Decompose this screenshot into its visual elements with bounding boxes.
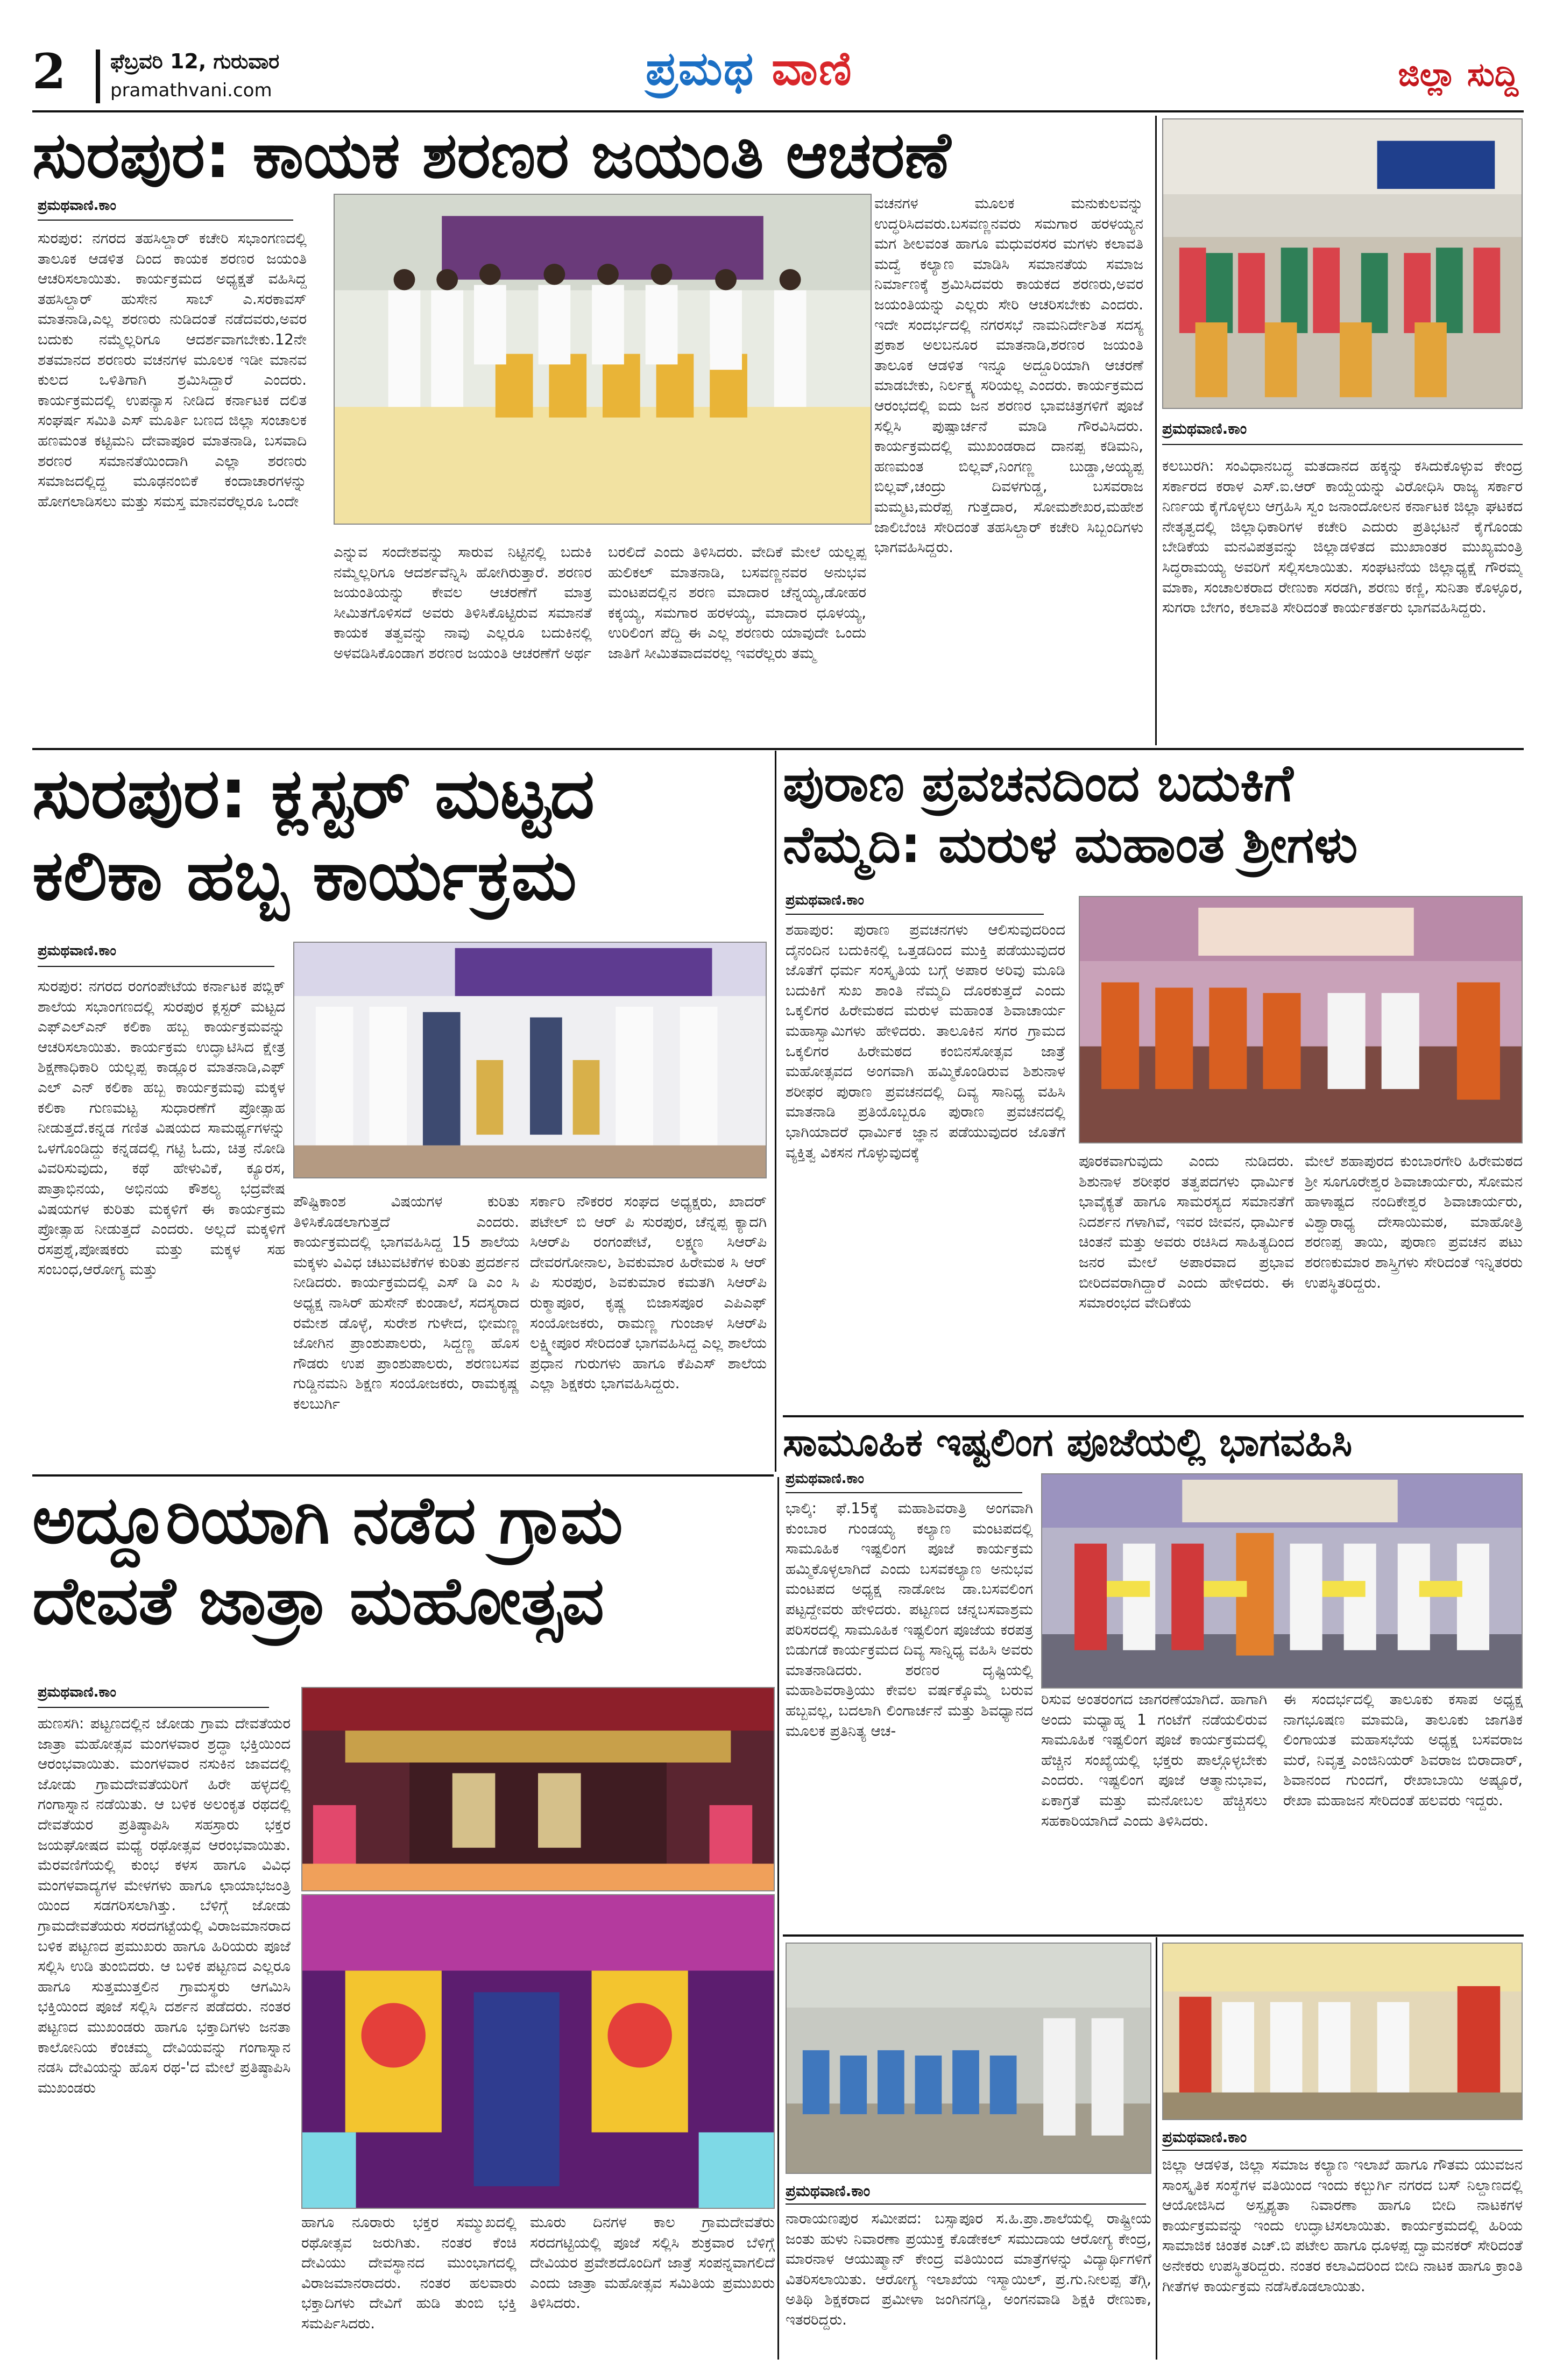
article-3-col-2: ಪೌಷ್ಟಿಕಾಂಶ ವಿಷಯಗಳ ಕುರಿತು ತಿಳಿಸಿಕೊಡಲಾಗುತ್ತದೆ ಎಂದರು. ಕಾರ್ಯಕ್ರಮದಲ್ಲಿ ಭಾಗವಹಿಸಿದ್ದ 15 ಶಾಲೆಯ ಮಕ್ಕಳು ವಿವಿಧ ಚಟುವಟಿಕೆಗಳ ಕುರಿತು ಪ್ರದರ್ಶನ ನೀಡಿದರು. ಕಾರ್ಯಕ್ರಮದಲ್ಲಿ ಎಸ್ ಡಿ ಎಂ ಸಿ ಅಧ್ಯಕ್ಷ ನಾಸಿರ್ ಹುಸೇನ್ ಕುಂಡಾಲೆ, ಸದಸ್ಯರಾದ ರಮೇಶ ಡೊಳ್ಳೆ, ಸುರೇಶ ಗುಳೇದ, ಭೀಮಣ್ಣ ಜೋಗಿನ ಪ್ರಾಂಶುಪಾಲರು, ಸಿದ್ದಣ್ಣ ಹೊಸ ಗೌಡರು ಉಪ ಪ್ರಾಂಶುಪಾಲರು, ಶರಣಬಸವ ಗುಡ್ಡಿನಮನಿ ಶಿಕ್ಷಣ ಸಂಯೋಜಕರು, ರಾಮಕೃಷ್ಣ ಕಲಬುರ್ಗಿ bbox=[293, 1193, 519, 1413]
article-5-col-1: ಭಾಲ್ಕಿ: ಫೆ.15ಕ್ಕೆ ಮಹಾಶಿವರಾತ್ರಿ ಅಂಗವಾಗಿ ಕುಂಬಾರ ಗುಂಡಯ್ಯ ಕಲ್ಯಾಣ ಮಂಟಪದಲ್ಲಿ ಸಾಮೂಹಿಕ ಇಷ್ಟಲಿಂಗ ಪೂಜೆ ಕಾರ್ಯಕ್ರಮ ಹಮ್ಮಿಕೊಳ್ಳಲಾಗಿದೆ ಎಂದು ಬಸವಕಲ್ಯಾಣ ಅನುಭವ ಮಂಟಪದ ಅಧ್ಯಕ್ಷ ನಾಡೋಜ ಡಾ.ಬಸವಲಿಂಗ ಪಟ್ಟದ್ದೇವರು ಹೇಳಿದರು. ಪಟ್ಟಣದ ಚನ್ನಬಸವಾಶ್ರಮ ಪರಿಸರದಲ್ಲಿ ಸಾಮೂಹಿಕ ಇಷ್ಟಲಿಂಗ ಪೂಜೆಯ ಕರಪತ್ರ ಬಿಡುಗಡೆ ಕಾರ್ಯಕ್ರಮದ ದಿವ್ಯ ಸಾನ್ನಿಧ್ಯ ವಹಿಸಿ ಅವರು ಮಾತನಾಡಿದರು. ಶರಣರ ದೃಷ್ಟಿಯಲ್ಲಿ ಮಹಾಶಿವರಾತ್ರಿಯು ಕೇವಲ ವರ್ಷಕ್ಕೊಮ್ಮೆ ಬರುವ ಹಬ್ಬವಲ್ಲ, ಬದಲಾಗಿ ಲಿಂಗಾರ್ಚನೆ ಮತ್ತು ಶಿವಧ್ಯಾನದ ಮೂಲಕ ಪ್ರತಿನಿತ್ಯ ಆಚ- bbox=[786, 1500, 1033, 1740]
masthead-rule bbox=[32, 110, 1524, 112]
article-6-col-1: ಹುಣಸಗಿ: ಪಟ್ಟಣದಲ್ಲಿನ ಜೋಡು ಗ್ರಾಮ ದೇವತೆಯರ ಜಾತ್ರಾ ಮಹೋತ್ಸವ ಮಂಗಳವಾರ ಶ್ರದ್ಧಾ ಭಕ್ತಿಯಿಂದ ಆರಂಭವಾಯಿತು. ಮಂಗಳವಾರ ನಸುಕಿನ ಜಾವದಲ್ಲಿ ಜೋಡು ಗ್ರಾಮದೇವತೆಯರಿಗೆ ಹಿರೇ ಹಳ್ಳದಲ್ಲಿ ಗಂಗಾಸ್ನಾನ ನಡೆಯಿತು. ಆ ಬಳಿಕ ಅಲಂಕೃತ ರಥದಲ್ಲಿ ದೇವತೆಯರ ಪ್ರತಿಷ್ಠಾಪಿಸಿ ಸಹಸ್ರಾರು ಭಕ್ತರ ಜಯಘೋಷದ ಮಧ್ಯೆ ರಥೋತ್ಸವ ಆರಂಭವಾಯಿತು. ಮೆರವಣಿಗೆಯಲ್ಲಿ ಕುಂಭ ಕಳಸ ಹಾಗೂ ವಿವಿಧ ಮಂಗಳವಾದ್ಯಗಳ ಮೇಳಗಳು ಹಾಗೂ ಛಾಯಾಭಜಂತ್ರಿ ಯಿಂದ ಸಡಗರಿಸಲಾಗಿತ್ತು. ಬೆಳಿಗ್ಗೆ ಜೋಡು ಗ್ರಾಮದೇವತೆಯರು ಸರದಗಟ್ಟೆಯಲ್ಲಿ ವಿರಾಜಮಾನರಾದ ಬಳಿಕ ಪಟ್ಟಣದ ಪ್ರಮುಖರು ಹಾಗೂ ಹಿರಿಯರು ಪೂಜೆ ಸಲ್ಲಿಸಿ ಉಡಿ ತುಂಬಿದರು. ಆ ಬಳಿಕ ಪಟ್ಟಣದ ಎಲ್ಲರೂ ಹಾಗೂ ಸುತ್ತಮುತ್ತಲಿನ ಗ್ರಾಮಸ್ಥರು ಆಗಮಿಸಿ ಭಕ್ತಿಯಿಂದ ಪೂಜೆ ಸಲ್ಲಿಸಿ ದರ್ಶನ ಪಡೆದರು. ನಂತರ ಪಟ್ಟಣದ ಮುಖಂಡರು ಹಾಗೂ ಭಕ್ತಾದಿಗಳು ಜನತಾ ಕಾಲೋನಿಯ ಕೆಂಚಮ್ಮ ದೇವಿಯವನ್ನು ಗಂಗಾಸ್ನಾನ ನಡಸಿ ದೇವಿಯನ್ನು ಹೊಸ ರಥ-'ದ ಮೇಲೆ ಪ್ರತಿಷ್ಠಾಪಿಸಿ ಮುಖಂಡರು bbox=[38, 1715, 291, 2096]
article-1-headline: ಸುರಪುರ: ಕಾಯಕ ಶರಣರ ಜಯಂತಿ ಆಚರಣೆ bbox=[32, 118, 951, 192]
article-3-photo bbox=[293, 942, 767, 1178]
issue-date: ಫೆಬ್ರವರಿ 12, ಗುರುವಾರ bbox=[110, 50, 280, 73]
article-2-photo bbox=[1162, 118, 1523, 409]
byline-rule bbox=[786, 914, 1044, 915]
article-1-col-2: ಎನ್ನುವ ಸಂದೇಶವನ್ನು ಸಾರುವ ನಿಟ್ಟಿನಲ್ಲಿ ಬದುಕಿ ನಮ್ಮೆಲ್ಲರಿಗೂ ಆದರ್ಶವೆನ್ನಿಸಿ ಹೋಗಿರುತ್ತಾರೆ. ಶರಣರ ಜಯಂತಿಯನ್ನು ಕೇವಲ ಆಚರಣೆಗೆ ಮಾತ್ರ ಸೀಮಿತಗೊಳಿಸದೆ ಅವರು ತಿಳಿಸಿಕೊಟ್ಟಿರುವ ಸಮಾನತೆ ಕಾಯಕ ತತ್ವವನ್ನು ನಾವು ಎಲ್ಲರೂ ಬದುಕಿನಲ್ಲಿ ಅಳವಡಿಸಿಕೊಂಡಾಗ ಶರಣರ ಜಯಂತಿ ಆಚರಣೆಗೆ ಅರ್ಥ bbox=[334, 543, 592, 662]
section-rule bbox=[32, 748, 1524, 750]
byline-rule bbox=[38, 1707, 269, 1708]
article-6-col-3: ಮೂರು ದಿನಗಳ ಕಾಲ ಗ್ರಾಮದೇವತೆರು ಸರದಗಟ್ಟಿಯಲ್ಲಿ ಪೂಜೆ ಸಲ್ಲಿಸಿ ಶುಕ್ರವಾರ ಬೆಳಿಗ್ಗೆ ದೇವಿಯರ ಪ್ರವೇಶದೊಂದಿಗೆ ಜಾತ್ರೆ ಸಂಪನ್ನವಾಗಲಿದೆ ಎಂದು ಜಾತ್ರಾ ಮಹೋತ್ಸವ ಸಮಿತಿಯ ಪ್ರಮುಖರು ತಿಳಿಸಿದರು. bbox=[530, 2214, 775, 2312]
logo-part-2: ವಾಣಿ bbox=[772, 42, 853, 96]
page-number: 2 bbox=[32, 43, 66, 100]
article-6-photo-top bbox=[301, 1687, 775, 1891]
article-7-caption: ಪ್ರಮಥವಾಣಿ.ಕಾಂ bbox=[786, 2182, 871, 2200]
article-4-photo bbox=[1079, 896, 1523, 1143]
article-1-col-3: ಬರಲಿದೆ ಎಂದು ತಿಳಿಸಿದರು. ವೇದಿಕೆ ಮೇಲೆ ಯಲ್ಲಪ್ಪ ಹುಲಿಕಲ್ ಮಾತನಾಡಿ, ಬಸವಣ್ಣನವರ ಅನುಭವ ಮಂಟಪದಲ್ಲಿನ ಶರಣ ಮಾದಾರ ಚೆನ್ನಯ್ಯ,ಡೋಹರ ಕಕ್ಕಯ್ಯ, ಸಮಗಾರ ಹರಳಯ್ಯ, ಮಾದಾರ ಧೂಳಯ್ಯ, ಉರಿಲಿಂಗ ಪೆದ್ದಿ ಈ ಎಲ್ಲ ಶರಣರು ಯಾವುದೇ ಒಂದು ಜಾತಿಗೆ ಸೀಮಿತವಾದವರಲ್ಲ ಇವರೆಲ್ಲರು ತಮ್ಮ bbox=[608, 543, 866, 662]
article-1-photo bbox=[334, 194, 872, 525]
article-5-col-3: ಈ ಸಂದರ್ಭದಲ್ಲಿ ತಾಲೂಕು ಕಸಾಪ ಅಧ್ಯಕ್ಷ ನಾಗಭೂಷಣ ಮಾಮಡಿ, ತಾಲೂಕು ಜಾಗತಿಕ ಲಿಂಗಾಯತ ಮಹಾಸಭೆಯ ಅಧ್ಯಕ್ಷ ಬಸವರಾಜ ಮರೆ, ನಿವೃತ್ತ ಎಂಜಿನಿಯರ್ ಶಿವರಾಜ ಬಿರಾದಾರ್, ಶಿವಾನಂದ ಗುಂದಗೆ, ರೇಖಾಬಾಯಿ ಅಷ್ಟೂರೆ, ರೇಖಾ ಮಹಾಜನ ಸೇರಿದಂತೆ ಹಲವರು ಇದ್ದರು. bbox=[1283, 1691, 1523, 1809]
article-5-col-2: ರಿಸುವ ಅಂತರಂಗದ ಜಾಗರಣೆಯಾಗಿದೆ. ಹಾಗಾಗಿ ಅಂದು ಮಧ್ಯಾಹ್ನ 1 ಗಂಟೆಗೆ ನಡೆಯಲಿರುವ ಸಾಮೂಹಿಕ ಇಷ್ಟಲಿಂಗ ಪೂಜೆ ಕಾರ್ಯಕ್ರಮದಲ್ಲಿ ಹೆಚ್ಚಿನ ಸಂಖ್ಯೆಯಲ್ಲಿ ಭಕ್ತರು ಪಾಲ್ಗೊಳ್ಳಬೇಕು ಎಂದರು. ಇಷ್ಟಲಿಂಗ ಪೂಜೆ ಆತ್ಮಾನುಭಾವ, ಏಕಾಗ್ರತೆ ಮತ್ತು ಮನೋಬಲ ಹೆಚ್ಚಿಸಲು ಸಹಕಾರಿಯಾಗಿದೆ ಎಂದು ತಿಳಿಸಿದರು. bbox=[1041, 1691, 1267, 1830]
column-divider bbox=[777, 1477, 779, 2360]
article-8-caption: ಪ್ರಮಥವಾಣಿ.ಕಾಂ bbox=[1162, 2128, 1247, 2146]
article-6-headline-2: ದೇವತೆ ಜಾತ್ರಾ ಮಹೋತ್ಸವ bbox=[32, 1563, 604, 1639]
byline-rule bbox=[786, 1492, 1022, 1493]
article-4-col-2: ಪೂರಕವಾಗುವುದು ಎಂದು ನುಡಿದರು. ಶಿಶುನಾಳ ಶರೀಫರ ತತ್ವಪದಗಳು ಧಾರ್ಮಿಕ ಭಾವೈಕ್ಯತೆ ಹಾಗೂ ಸಾಮರಸ್ಯದ ಸಮಾನತೆಗೆ ನಿದರ್ಶನ ಗಳಾಗಿವೆ, ಇವರ ಜೀವನ, ಧಾರ್ಮಿಕ ಚಿಂತನೆ ಮತ್ತು ಅವರು ರಚಿಸಿದ ಸಾಹಿತ್ಯದಿಂದ ಜನರ ಮೇಲೆ ಅಪಾರವಾದ ಪ್ರಭಾವ ಬೀರಿದವರಾಗಿದ್ದಾರೆ ಎಂದು ಹೇಳಿದರು. ಈ ಸಮಾರಂಭದ ವೇದಿಕೆಯ bbox=[1079, 1153, 1294, 1312]
logo-part-1: ಪ್ರಮಥ bbox=[646, 42, 755, 96]
article-7-body: ನಾರಾಯಣಪುರ ಸಮೀಪದ: ಬಸ್ಸಾಪೂರ ಸ.ಹಿ.ಪ್ರಾ.ಶಾಲೆಯಲ್ಲಿ ರಾಷ್ಟ್ರೀಯ ಜಂತು ಹುಳು ನಿವಾರಣಾ ಪ್ರಯುಕ್ತ ಕೊಡೇಕಲ್ ಸಮುದಾಯ ಆರೋಗ್ಯ ಕೇಂದ್ರ, ಮಾರನಾಳ ಆಯುಷ್ಮಾನ್ ಕೇಂದ್ರ ವತಿಯಿಂದ ಮಾತ್ರೆಗಳನ್ನು ವಿದ್ಯಾರ್ಥಿಗಳಿಗೆ ವಿತರಿಸಲಾಯಿತು. ಆರೋಗ್ಯ ಇಲಾಖೆಯ ಇಸ್ಮಾಯಿಲ್, ಪ್ರ.ಗು.ನೀಲಪ್ಪ ತೆಗ್ಗಿ, ಅತಿಥಿ ಶಿಕ್ಷಕರಾದ ಪ್ರಮೀಳಾ ಜಂಗಿನಗಡ್ಡಿ, ಅಂಗನವಾಡಿ ಶಿಕ್ಷಕಿ ರೇಣುಕಾ, ಇತರರಿದ್ದರು. bbox=[786, 2210, 1151, 2328]
section-title: ಜಿಲ್ಲಾ ಸುದ್ದಿ bbox=[1398, 56, 1518, 94]
article-4-headline-2: ನೆಮ್ಮದಿ: ಮರುಳ ಮಹಾಂತ ಶ್ರೀಗಳು bbox=[783, 816, 1358, 874]
article-3-col-3: ಸರ್ಕಾರಿ ನೌಕರರ ಸಂಘದ ಅಧ್ಯಕ್ಷರು, ಖಾದರ್ ಪಟೇಲ್ ಬಿ ಆರ್ ಪಿ ಸುರಪುರ, ಚೆನ್ನಪ್ಪ ಕ್ಯಾದಗಿ ಸಿಆರ್‌ಪಿ ರಂಗಂಪೇಟೆ, ಲಕ್ಷ್ಮಣ ಸಿಆರ್‌ಪಿ ದೇವರಗೋನಾಲ, ಶಿವಕುಮಾರ ಹಿರೇಮಠ ಸಿ ಆರ್ ಪಿ ಸುರಪುರ, ಶಿವಕುಮಾರ ಕಮತಗಿ ಸಿಆರ್‌ಪಿ ರುಕ್ಮಾಪೂರ, ಕೃಷ್ಣ ಬಿಜಾಸಪೂರ ಎಪಿಎಫ್ ಸಂಯೋಜಕರು, ರಾಮಣ್ಣ ಗುಂಜಾಳ ಸಿಆರ್‌ಪಿ ಲಕ್ಷ್ಮೀಪೂರ ಸೇರಿದಂತೆ ಭಾಗವಹಿಸಿದ್ದ ಎಲ್ಲ ಶಾಲೆಯ ಪ್ರಧಾನ ಗುರುಗಳು ಹಾಗೂ ಕೆಪಿಎಸ್ ಶಾಲೆಯ ಎಲ್ಲಾ ಶಿಕ್ಷಕರು ಭಾಗವಹಿಸಿದ್ದರು. bbox=[530, 1193, 767, 1393]
article-6-photo-bottom bbox=[301, 1894, 775, 2209]
column-divider bbox=[1155, 116, 1157, 745]
article-6-col-2: ಹಾಗೂ ನೂರಾರು ಭಕ್ತರ ಸಮ್ಮುಖದಲ್ಲಿ ರಥೋತ್ಸವ ಜರುಗಿತು. ನಂತರ ಕೆಂಚಿ ದೇವಿಯು ದೇವಸ್ಥಾನದ ಮುಂಭಾಗದಲ್ಲಿ ವಿರಾಜಮಾನರಾದರು. ನಂತರ ಹಲವಾರು ಭಕ್ತಾದಿಗಳು ದೇವಿಗೆ ಹುಡಿ ತುಂಬಿ ಭಕ್ತಿ ಸಮರ್ಪಿಸಿದರು. bbox=[301, 2214, 517, 2332]
article-2-caption: ಪ್ರಮಥವಾಣಿ.ಕಾಂ bbox=[1162, 420, 1247, 437]
section-rule bbox=[783, 1934, 1524, 1937]
caption-rule bbox=[786, 2204, 1146, 2205]
caption-rule bbox=[1162, 444, 1523, 445]
article-3-headline-1: ಸುರಪುರ: ಕ್ಲಸ್ಟರ್ ಮಟ್ಟದ bbox=[32, 754, 595, 834]
column-divider bbox=[1156, 1937, 1157, 2360]
article-4-col-3: ಮೇಲೆ ಶಹಾಪುರದ ಕುಂಬಾರಗೇರಿ ಹಿರೇಮಠದ ಶ್ರೀ ಸೂಗೂರೇಶ್ವರ ಶಿವಾಚಾರ್ಯರು, ಸೋಮನ ಹಾಳಾಷ್ಟದ ನಂದಿಕೇಶ್ವರ ಶಿವಾಚಾರ್ಯರು, ವಿಶ್ವಾರಾಧ್ಯ ದೇಸಾಯಿಮಠ, ಮಾಹೋತ್ರಿ ಶರಣಪ್ಪ ತಾಯಿ, ಪುರಾಣ ಪ್ರವಚನ ಪಟು ಶರಣಕುಮಾರ ಶಾಸ್ತ್ರಿಗಳು ಸೇರಿದಂತೆ ಇನ್ನಿತರರು ಉಪಸ್ಥಿತರಿದ್ದರು. bbox=[1305, 1153, 1523, 1291]
article-7-photo bbox=[786, 1943, 1151, 2174]
article-3-col-1: ಸುರಪುರ: ನಗರದ ರಂಗಂಪೇಟೆಯ ಕರ್ನಾಟಕ ಪಬ್ಲಿಕ್ ಶಾಲೆಯ ಸಭಾಂಗಣದಲ್ಲಿ ಸುರಪುರ ಕ್ಲಸ್ಟರ್ ಮಟ್ಟದ ಎಫ್‌ಎಲ್‌ಎನ್ ಕಲಿಕಾ ಹಬ್ಬ ಕಾರ್ಯಕ್ರಮವನ್ನು ಆಚರಿಸಲಾಯಿತು. ಕಾರ್ಯಕ್ರಮ ಉದ್ಘಾಟಿಸಿದ ಕ್ಷೇತ್ರ ಶಿಕ್ಷಣಾಧಿಕಾರಿ ಯಲ್ಲಪ್ಪ ಕಾಡ್ಲೂರ ಮಾತನಾಡಿ,ಎಫ್ ಎಲ್ ಎನ್ ಕಲಿಕಾ ಹಬ್ಬ ಕಾರ್ಯಕ್ರಮವು ಮಕ್ಕಳ ಕಲಿಕಾ ಗುಣಮಟ್ಟ ಸುಧಾರಣೆಗೆ ಪ್ರೋತ್ಸಾಹ ನೀಡುತ್ತದೆ.ಕನ್ನಡ ಗಣಿತ ವಿಷಯದ ಸಾಮರ್ಥ್ಯಗಳನ್ನು ಒಳಗೊಂಡಿದ್ದು ಕನ್ನಡದಲ್ಲಿ ಗಟ್ಟಿ ಓದು, ಚಿತ್ರ ನೋಡಿ ವಿವರಿಸುವುದು, ಕಥೆ ಹೇಳುವಿಕೆ, ಕ್ಯೂರಸ, ಪಾತ್ರಾಭಿನಯ, ಅಭಿನಯ ಕೌಶಲ್ಯ ಭದ್ರವೇಷ ವಿಷಯಗಳ ಕುರಿತು ಮಕ್ಕಳಿಗೆ ಈ ಕಾರ್ಯಕ್ರಮ ಪ್ರೋತ್ಸಾಹ ನೀಡುತ್ತದೆ ಎಂದರು. ಅಲ್ಲದೆ ಮಕ್ಕಳಿಗೆ ರಸಪ್ರಶ್ನೆ,ಪೋಷಕರು ಮತ್ತು ಮಕ್ಕಳ ಸಹ ಸಂಬಂಧ,ಆರೋಗ್ಯ ಮತ್ತು bbox=[38, 978, 285, 1279]
byline-rule bbox=[38, 966, 274, 967]
article-5-byline: ಪ್ರಮಥವಾಣಿ.ಕಾಂ bbox=[786, 1471, 864, 1487]
article-1-col-1: ಸುರಪುರ: ನಗರದ ತಹಸಿಲ್ದಾರ್ ಕಚೇರಿ ಸಭಾಂಗಣದಲ್ಲಿ ತಾಲೂಕ ಆಡಳಿತ ದಿಂದ ಕಾಯಕ ಶರಣರ ಜಯಂತಿ ಆಚರಿಸಲಾಯಿತು. ಕಾರ್ಯಕ್ರಮದ ಅಧ್ಯಕ್ಷತೆ ವಹಿಸಿದ್ದ ತಹಸಿಲ್ದಾರ್ ಹುಸೇನ ಸಾಬ್ ಎ.ಸರಕಾವಸ್ ಮಾತನಾಡಿ,ಎಲ್ಲ ಶರಣರು ನುಡಿದಂತೆ ನಡೆದವರು,ಅವರ ಬದುಕು ನಮ್ಮೆಲ್ಲರಿಗೂ ಆದರ್ಶವಾಗಬೇಕು.12ನೇ ಶತಮಾನದ ಶರಣರು ವಚನಗಳ ಮೂಲಕ ಇಡೀ ಮಾನವ ಕುಲದ ಒಳಿತಿಗಾಗಿ ಶ್ರಮಿಸಿದ್ದಾರೆ ಎಂದರು. ಕಾರ್ಯಕ್ರಮದಲ್ಲಿ ಉಪನ್ಯಾಸ ನೀಡಿದ ಕರ್ನಾಟಕ ದಲಿತ ಸಂಘರ್ಷ ಸಮಿತಿ ಎಸ್ ಮೂರ್ತಿ ಬಣದ ಜಿಲ್ಲಾ ಸಂಚಾಲಕ ಹಣಮಂತ ಕಟ್ಟಿಮನಿ ದೇವಾಪೂರ ಮಾತನಾಡಿ, ಬಸವಾದಿ ಶರಣರ ಸಮಾನತೆಯಿಂದಾಗಿ ಎಲ್ಲಾ ಶರಣರು ಸಮಾಜದಲ್ಲಿದ್ದ ಮೂಢನಂಬಿಕೆ ಕಂದಾಚಾರಗಳನ್ನು ಹೋಗಲಾಡಿಸಲು ಮತ್ತು ಸಮಸ್ತ ಮಾನವರೆಲ್ಲರೂ ಒಂದೇ bbox=[38, 230, 307, 510]
article-8-photo bbox=[1162, 1943, 1523, 2120]
article-3-headline-2: ಕಲಿಕಾ ಹಬ್ಬ ಕಾರ್ಯಕ್ರಮ bbox=[32, 836, 577, 916]
article-4-headline-1: ಪುರಾಣ ಪ್ರವಚನದಿಂದ ಬದುಕಿಗೆ bbox=[783, 754, 1293, 813]
article-1-col-4: ವಚನಗಳ ಮೂಲಕ ಮನುಕುಲವನ್ನು ಉದ್ಧರಿಸಿದವರು.ಬಸವಣ್ಣನವರು ಸಮಗಾರ ಹರಳಯ್ಯನ ಮಗ ಶೀಲವಂತ ಹಾಗೂ ಮಧುವರಸರ ಮಗಳು ಕಲಾವತಿ ಮದ್ವೆ ಕಲ್ಯಾಣ ಮಾಡಿಸಿ ಸಮಾನತೆಯ ಸಮಾಜ ನಿರ್ಮಾಣಕ್ಕೆ ಶ್ರಮಿಸಿದವರು ಕಾಯಕದ ಶರಣರು,ಅವರ ಜಯಂತಿಯನ್ನು ಎಲ್ಲರು ಸೇರಿ ಆಚರಿಸಬೇಕು ಎಂದರು. ಇದೇ ಸಂದರ್ಭದಲ್ಲಿ ನಗರಸಭೆ ನಾಮನಿರ್ದೇಶಿತ ಸದಸ್ಯ ಪ್ರಕಾಶ ಅಲಬನೂರ ಮಾತನಾಡಿ,ಶರಣರ ಜಯಂತಿ ತಾಲೂಕ ಆಡಳಿತ ಇನ್ನೂ ಅದ್ದೂರಿಯಾಗಿ ಆಚರಣೆ ಮಾಡಬೇಕು, ನಿರ್ಲಕ್ಷ್ಯ ಸರಿಯಲ್ಲ ಎಂದರು. ಕಾರ್ಯಕ್ರಮದ ಆರಂಭದಲ್ಲಿ ಐದು ಜನ ಶರಣರ ಭಾವಚಿತ್ರಗಳಿಗೆ ಪೂಜೆ ಸಲ್ಲಿಸಿ ಪುಷ್ಪಾರ್ಚನೆ ಮಾಡಿ ಗೌರವಿಸಿದರು. ಕಾರ್ಯಕ್ರಮದಲ್ಲಿ ಮುಖಂಡರಾದ ದಾನಪ್ಪ ಕಡಿಮನಿ, ಹಣಮಂತ ಬಿಲ್ಲವ್,ನಿಂಗಣ್ಣ ಬುಡ್ಡಾ,ಅಯ್ಯಪ್ಪ ಬಿಲ್ಲವ್,ಚಂದ್ರು ದಿವಳಗುಡ್ಡ, ಬಸವರಾಜ ಮಮ್ಮಟ,ಮರೆಪ್ಪ ಗುತ್ತೆದಾರ, ಸೋಮಶೇಖರ,ಮಹೇಶ ಜಾಲಿಬೆಂಚಿ ಸೇರಿದಂತೆ ತಹಸಿಲ್ದಾರ್ ಕಚೇರಿ ಸಿಬ್ಬಂದಿಗಳು ಭಾಗವಹಿಸಿದ್ದರು. bbox=[874, 195, 1143, 556]
article-2-body: ಕಲಬುರಗಿ: ಸಂವಿಧಾನಬದ್ಧ ಮತದಾನದ ಹಕ್ಕನ್ನು ಕಸಿದುಕೊಳ್ಳುವ ಕೇಂದ್ರ ಸರ್ಕಾರದ ಕರಾಳ ಎಸ್.ಐ.ಆರ್ ಕಾಯ್ದೆಯನ್ನು ವಿರೋಧಿಸಿ ರಾಜ್ಯ ಸರ್ಕಾರ ನಿರ್ಣಯ ಕೈಗೊಳ್ಳಲು ಆಗ್ರಹಿಸಿ ಸ್ವಂ ಜನಾಂದೋಲನ ಕರ್ನಾಟಕ ಜಿಲ್ಲಾ ಘಟಕದ ನೇತೃತ್ವದಲ್ಲಿ ಜಿಲ್ಲಾಧಿಕಾರಿಗಳ ಕಚೇರಿ ಎದುರು ಪ್ರತಿಭಟನೆ ಕೈಗೊಂಡು ಬೇಡಿಕೆಯ ಮನವಿಪತ್ರವನ್ನು ಜಿಲ್ಲಾಡಳಿತದ ಮುಖಾಂತರ ಮುಖ್ಯಮಂತ್ರಿ ಸಿದ್ಧರಾಮಯ್ಯ ಅವರಿಗೆ ಸಲ್ಲಿಸಲಾಯಿತು. ಸಂಘಟನೆಯ ಜಿಲ್ಲಾಧ್ಯಕ್ಷೆ ಗೌರಮ್ಮ ಮಾಕಾ, ಸಂಚಾಲಕರಾದ ರೇಣುಕಾ ಸರಡಗಿ, ಶರಣು ಕಣ್ಣಿ, ಸುನಿತಾ ಕೊಳ್ಳೂರ, ಸುಗರಾ ಬೇಗಂ, ಕಲಾವತಿ ಸೇರಿದಂತೆ ಕಾರ್ಯಕರ್ತರು ಭಾಗವಹಿಸಿದ್ದರು. bbox=[1162, 457, 1523, 617]
article-5-photo bbox=[1041, 1473, 1523, 1689]
column-divider bbox=[775, 751, 776, 1472]
article-4-byline: ಪ್ರಮಥವಾಣಿ.ಕಾಂ bbox=[786, 892, 864, 908]
article-8-body: ಜಿಲ್ಲಾ ಆಡಳಿತ, ಜಿಲ್ಲಾ ಸಮಾಜ ಕಲ್ಯಾಣ ಇಲಾಖೆ ಹಾಗೂ ಗೌತಮ ಯುವಜನ ಸಾಂಸ್ಕೃತಿಕ ಸಂಸ್ಥೆಗಳ ವತಿಯಿಂದ ಇಂದು ಕಲ್ಬುರ್ಗಿ ನಗರದ ಬಸ್ ನಿಲ್ದಾಣದಲ್ಲಿ ಆಯೋಜಿಸಿದ ಅಸ್ಪೃಶ್ಯತಾ ನಿವಾರಣಾ ಹಾಗೂ ಬೀದಿ ನಾಟಕಗಳ ಕಾರ್ಯಕ್ರಮವನ್ನು ಇಂದು ಉದ್ಘಾಟಿಸಲಾಯಿತು. ಕಾರ್ಯಕ್ರಮದಲ್ಲಿ ಹಿರಿಯ ಸಾಮಾಜಿಕ ಚಿಂತಕ ಎಚ್.ಬಿ ಪಟೇಲ ಹಾಗೂ ಧೂಳಪ್ಪ ದ್ವಾಮನಕರ್ ಸೇರಿದಂತೆ ಅನೇಕರು ಉಪಸ್ಥಿತರಿದ್ದರು. ನಂತರ ಕಲಾವಿದರಿಂದ ಬೀದಿ ನಾಟಕ ಹಾಗೂ ಕ್ರಾಂತಿ ಗೀತೆಗಳ ಕಾರ್ಯಕ್ರಮ ನಡೆಸಿಕೊಡಲಾಯಿತು. bbox=[1162, 2156, 1523, 2295]
newspaper-logo bbox=[646, 42, 853, 97]
article-6-headline-1: ಅದ್ದೂರಿಯಾಗಿ ನಡೆದ ಗ್ರಾಮ bbox=[32, 1482, 623, 1558]
masthead-divider bbox=[96, 50, 100, 103]
caption-rule bbox=[1162, 2150, 1523, 2151]
section-rule bbox=[783, 1415, 1524, 1417]
section-rule bbox=[32, 1474, 774, 1477]
article-1-byline: ಪ್ರಮಥವಾಣಿ.ಕಾಂ bbox=[38, 197, 116, 214]
website-url: pramathvani.com bbox=[110, 80, 272, 101]
article-5-headline: ಸಾಮೂಹಿಕ ಇಷ್ಟಲಿಂಗ ಪೂಜೆಯಲ್ಲಿ ಭಾಗವಹಿಸಿ bbox=[783, 1419, 1353, 1465]
article-4-col-1: ಶಹಾಪುರ: ಪುರಾಣ ಪ್ರವಚನಗಳು ಆಲಿಸುವುದರಿಂದ ದೈನಂದಿನ ಬದುಕಿನಲ್ಲಿ ಒತ್ತಡದಿಂದ ಮುಕ್ತಿ ಪಡೆಯುವುದರ ಜೊತೆಗೆ ಧರ್ಮ ಸಂಸ್ಕೃತಿಯ ಬಗ್ಗೆ ಅಪಾರ ಅರಿವು ಮೂಡಿ ಬದುಕಿಗೆ ಸುಖ ಶಾಂತಿ ನೆಮ್ಮದಿ ದೊರಕುತ್ತದೆ ಎಂದು ಒಕ್ಕಲಿಗರ ಹಿರೇಮಠದ ಮರುಳ ಮಹಾಂತ ಶಿವಾಚಾರ್ಯ ಮಹಾಸ್ವಾಮಿಗಳು ಹೇಳಿದರು. ತಾಲೂಕಿನ ಸಗರ ಗ್ರಾಮದ ಒಕ್ಕಲಿಗರ ಹಿರೇಮಠದ ಕಂಬಿನಸೋತ್ಸವ ಜಾತ್ರೆ ಮಹೋತ್ಸವದ ಅಂಗವಾಗಿ ಹಮ್ಮಿಕೊಂಡಿರುವ ಶಿಶುನಾಳ ಶರೀಫರ ಪುರಾಣ ಪ್ರವಚನದಲ್ಲಿ ದಿವ್ಯ ಸಾನಿಧ್ಯ ವಹಿಸಿ ಮಾತನಾಡಿ ಪ್ರತಿಯೊಬ್ಬರೂ ಪುರಾಣ ಪ್ರವಚನದಲ್ಲಿ ಭಾಗಿಯಾದರೆ ಧಾರ್ಮಿಕ ಜ್ಞಾನ ಪಡೆಯುವುದರ ಜೊತೆಗೆ ವ್ಯಕ್ತಿತ್ವ ವಿಕಸನ ಗೊಳ್ಳುವುದಕ್ಕೆ bbox=[786, 921, 1065, 1161]
article-6-byline: ಪ್ರಮಥವಾಣಿ.ಕಾಂ bbox=[38, 1684, 116, 1700]
article-3-byline: ಪ್ರಮಥವಾಣಿ.ಕಾಂ bbox=[38, 943, 116, 959]
byline-rule bbox=[38, 220, 293, 221]
